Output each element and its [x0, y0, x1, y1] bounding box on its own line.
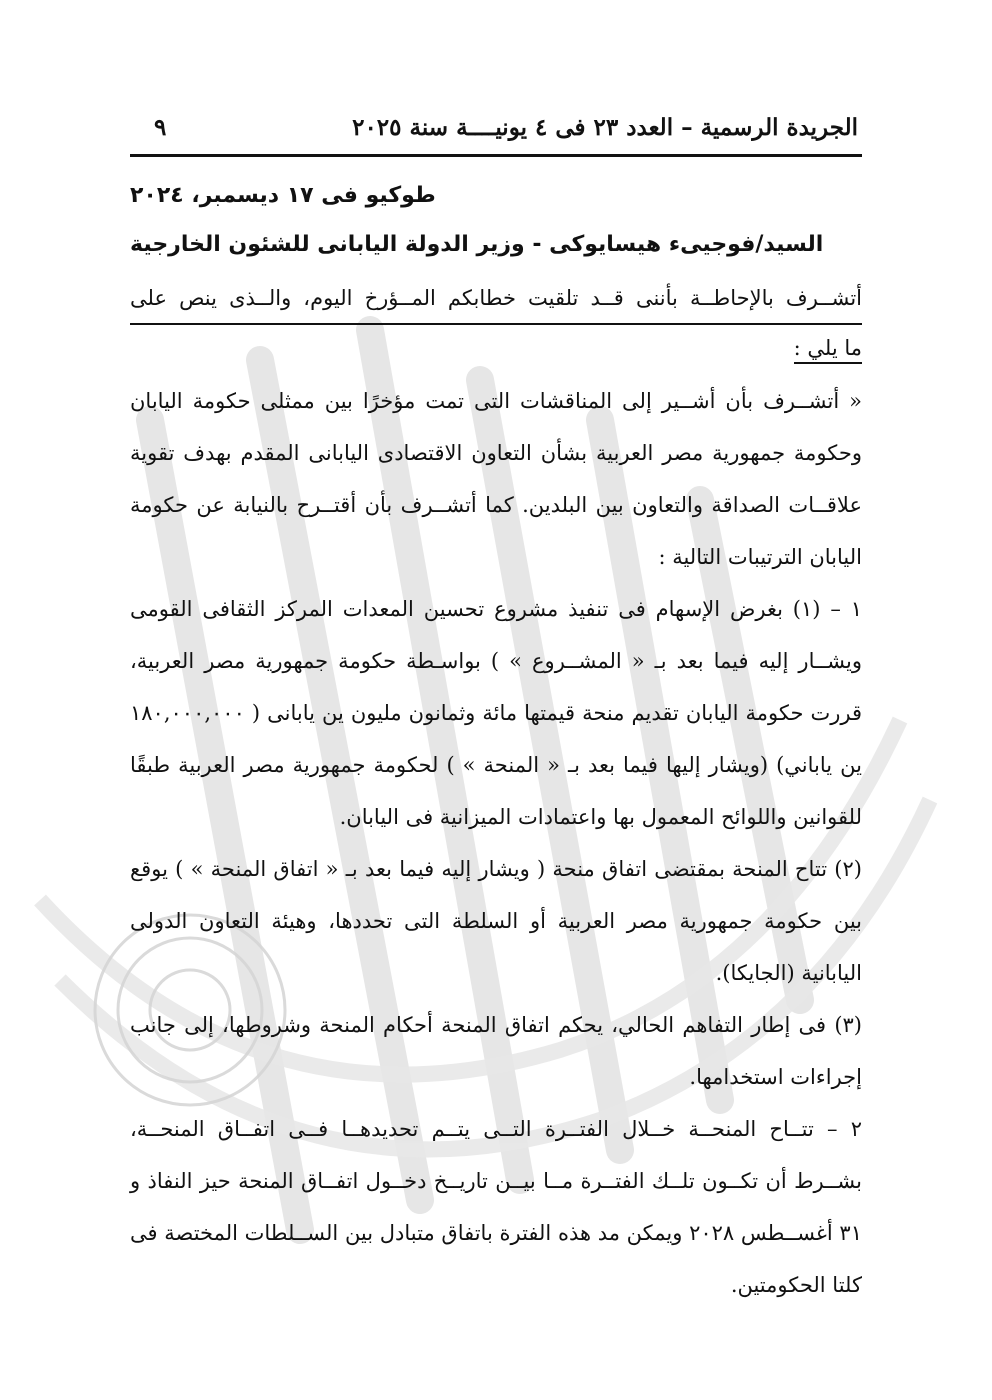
paragraph: ٢ – تتــاح المنحــة خــلال الفتــرة التــى يتــم تحديدهــا فــى اتفــاق المنحــة، بشــرط أن تكــون تلــك الفتــرة مــا بيــن تاريــخ دخــول اتفــاق المنحة حيز النفاذ و ٣١ أغســطس ٢٠٢٨ ويمكن مد هذه الفترة باتفاق متبادل بين الســلطات المختصة فى كلتا الحكومتين. [130, 1117, 862, 1297]
paragraph: (٣) فى إطار التفاهم الحالي، يحكم اتفاق المنحة أحكام المنحة وشروطها، إلى جانب إجراءات استخدامها. [130, 1013, 862, 1089]
letter-dateline: طوكيو فى ١٧ ديسمبر، ٢٠٢٤ [130, 183, 436, 208]
paragraph: (٢) تتاح المنحة بمقتضى اتفاق منحة ( ويشار إليه فيما بعد بـ « اتفاق المنحة » ) يوقع بين حكومة جمهورية مصر العربية أو السلطة التى تحددها، وهيئة التعاون الدولى اليابانية (الجايكا). [130, 857, 862, 985]
letter-opening-line: أتشــرف بالإحاطــة بأننى قــد تلقيت خطابكم المــؤرخ اليوم، والــذى ينص على [130, 273, 862, 325]
paragraph: « أتشــرف بأن أشــير إلى المناقشات التى تمت مؤخرًا بين ممثلى حكومة اليابان وحكومة جمهورية مصر العربية بشأن التعاون الاقتصادى اليابانى المقدم بهدف تقوية علاقــات الصداقة والتعاون بين البلدين. كما أتشــرف بأن أقتــرح بالنيابة عن حكومة اليابان الترتيبات التالية : [130, 389, 862, 569]
publication-title: الجريدة الرسمية – العدد ٢٣ فى ٤ يونيــــة سنة ٢٠٢٥ [352, 113, 858, 141]
paragraph: ١ – (١) بغرض الإسهام فى تنفيذ مشروع تحسين المعدات المركز الثقافى القومى ويشــار إليه فيما بعد بـ « المشــروع » ) بواسـطة حكومة جمهورية مصر العربية، قررت حكومة اليابان تقديم منحة قيمتها مائة وثمانون مليون ين يابانى ( ١٨٠,٠٠٠,٠٠٠ ين ياباني) (ويشار إليها فيما بعد بـ « المنحة » ) لحكومة جمهورية مصر العربية طبقًا للقوانين واللوائح المعمول بها واعتمادات الميزانية فى اليابان. [130, 597, 862, 829]
letter-addressee: السيد/فوجيىء هيسايوكى - وزير الدولة اليابانى للشئون الخارجية [130, 232, 824, 257]
document-content [130, 100, 862, 1311]
letter-opening-line-2 [130, 325, 862, 371]
page-header [130, 100, 862, 157]
page-number: ٩ [154, 113, 167, 141]
opening-continuation: ما يلي : [794, 336, 862, 364]
